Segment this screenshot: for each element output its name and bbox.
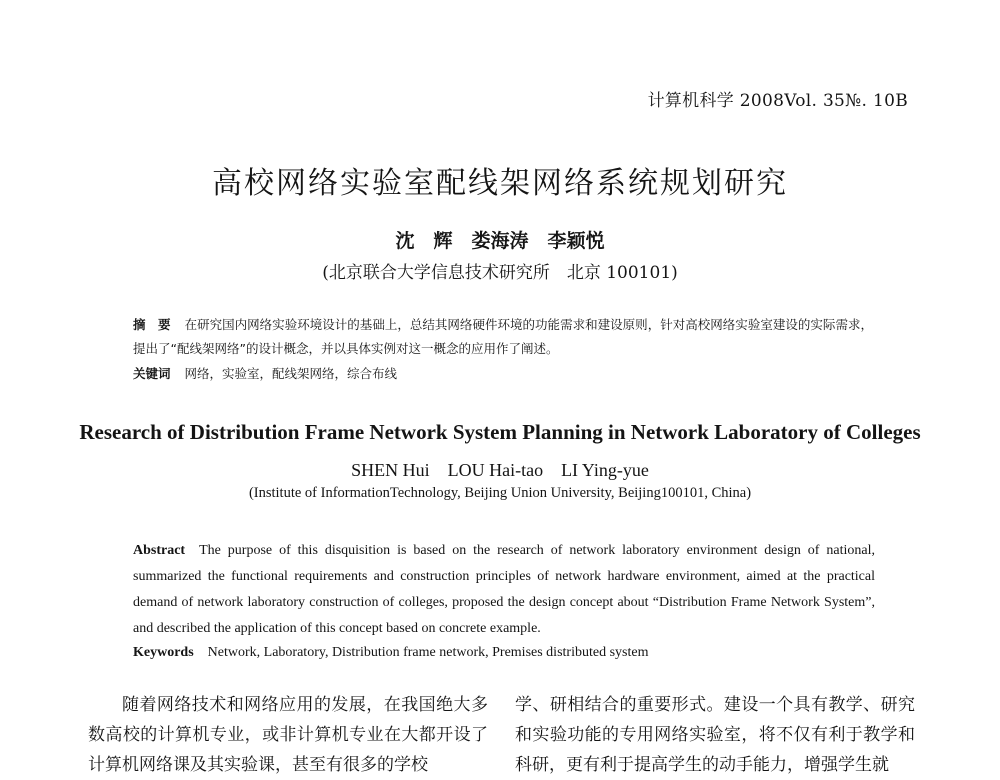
- keywords-en: [133, 640, 875, 666]
- abstract-en-label: Abstract: [133, 543, 186, 558]
- journal-header: 计算机科学 2008Vol. 35№. 10B: [647, 91, 908, 111]
- affiliation-en: (Institute of InformationTechnology, Beijing Union University, Beijing100101, China): [248, 485, 752, 501]
- abstract-en-text: The purpose of this disquisition is based on the research of network laboratory environment design of national, summarized the functional requirements and construction principles of network hardware environment, aimed at the practical demand of network laboratory construction of colleges, proposed the design concept about “Distribution Frame Network System”, and described the application of this concept based on concrete example.: [133, 543, 875, 636]
- body-column-left: 随着网络技术和网络应用的发展，在我国绝大多数高校的计算机专业，或非计算机专业在大都开设了计算机网络课及其实验课，甚至有很多的学校: [88, 695, 488, 775]
- body-column-right: 学、研相结合的重要形式。建设一个具有教学、研究和实验功能的专用网络实验室，将不仅有利于教学和科研，更有利于提高学生的动手能力，增强学生就: [515, 695, 915, 775]
- abstract-cn-label: 摘 要: [133, 317, 171, 332]
- abstract-en: [133, 538, 875, 642]
- abstract-cn: [133, 313, 873, 361]
- authors-cn: 沈 辉 娄海涛 李颖悦: [395, 230, 605, 252]
- keywords-en-text: Network, Laboratory, Distribution frame network, Premises distributed system: [207, 645, 649, 660]
- authors-en: SHEN Hui LOU Hai-tao LI Ying-yue: [351, 460, 649, 480]
- paper-title-en: Research of Distribution Frame Network System Planning in Network Laboratory of Colleges: [79, 420, 921, 444]
- affiliation-cn: (北京联合大学信息技术研究所 北京 100101): [322, 263, 678, 283]
- abstract-cn-text: 在研究国内网络实验环境设计的基础上，总结其网络硬件环境的功能需求和建设原则，针对高校网络实验室建设的实际需求，提出了“配线架网络”的设计概念，并以具体实例对这一概念的应用作了阐述。: [133, 317, 873, 356]
- paper-title-cn: 高校网络实验室配线架网络系统规划研究: [212, 166, 788, 201]
- keywords-en-label: Keywords: [133, 645, 194, 660]
- keywords-cn-label: 关键词: [133, 366, 171, 381]
- keywords-cn-text: 网络，实验室，配线架网络，综合布线: [184, 366, 398, 381]
- keywords-cn: [133, 362, 873, 386]
